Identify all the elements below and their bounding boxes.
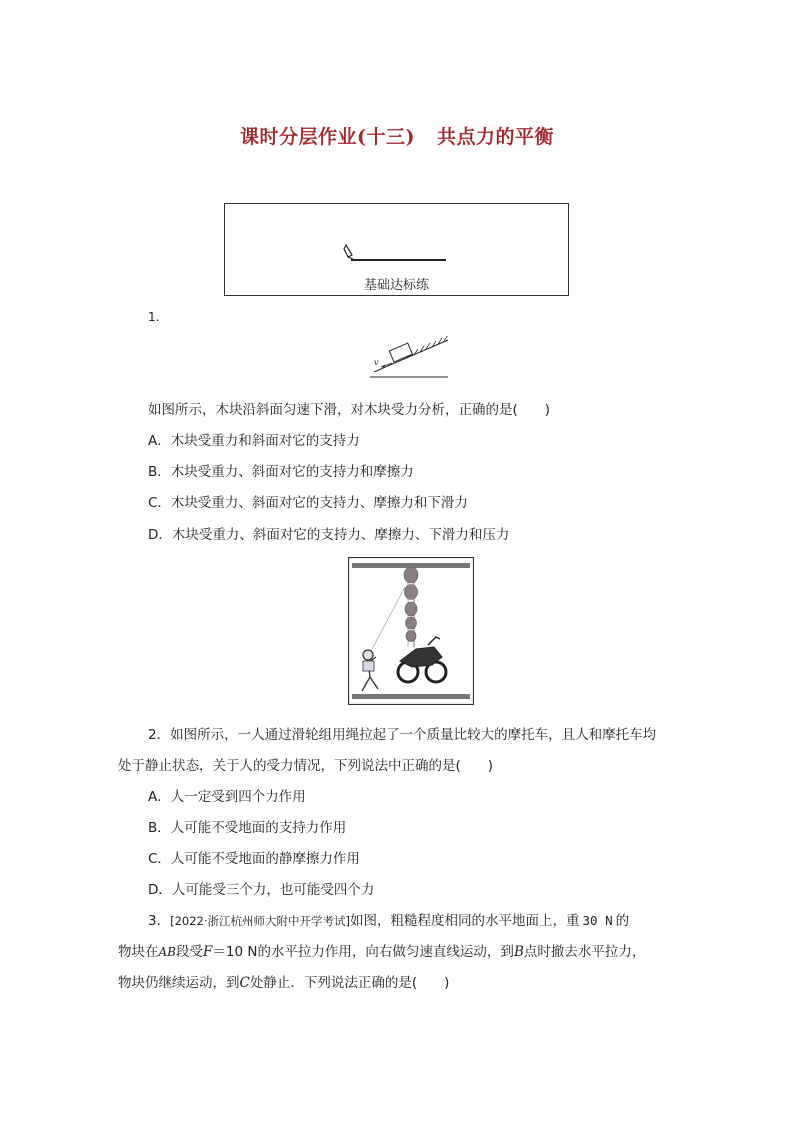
q1-incline-figure (368, 336, 452, 380)
q1-stem: 如图所示，木块沿斜面匀速下滑，对木块受力分析，正确的是( ) (148, 402, 551, 418)
q2-pulley-motorcycle-figure (348, 557, 474, 705)
q3-line2 (118, 940, 645, 960)
section-underline (351, 259, 446, 261)
q3-line3 (118, 971, 449, 991)
q3-source: [2022·浙江杭州师大附中开学考试] (170, 914, 350, 928)
page-title (0, 122, 794, 149)
q1-velocity-label: v (374, 358, 379, 367)
q3-number: 3． (148, 913, 171, 929)
q3-line2-b: 段受 (175, 944, 203, 960)
q3-point-c: C (239, 975, 250, 991)
title-topic: 共点力的平衡 (436, 126, 554, 148)
q2-option-c: C．人可能不受地面的静摩擦力作用 (148, 851, 360, 867)
q1-option-c: C．木块受重力、斜面对它的支持力、摩擦力和下滑力 (148, 495, 468, 511)
q2-stem-line1: 2．如图所示，一人通过滑轮组用绳拉起了一个质量比较大的摩托车，且人和摩托车均 (148, 727, 657, 743)
q2-option-a: A．人一定受到四个力作用 (148, 789, 306, 805)
q3-weight: 30 N (582, 913, 613, 928)
q3-line2-d: 点时撤去水平拉力， (523, 944, 646, 960)
q3-point-b: B (513, 944, 524, 960)
q3-line1-end: 的 (615, 913, 630, 929)
q3-line1 (148, 909, 629, 929)
q1-option-d: D．木块受重力、斜面对它的支持力、摩擦力、下滑力和压力 (148, 527, 510, 543)
q3-segment-ab: AB (158, 945, 176, 959)
q3-line2-a: 物块在 (118, 944, 159, 960)
q1-option-b: B．木块受重力、斜面对它的支持力和摩擦力 (148, 464, 414, 480)
q2-option-b: B．人可能不受地面的支持力作用 (148, 820, 347, 836)
q1-number: 1. (148, 310, 160, 324)
section-header-box (224, 203, 569, 296)
q3-force-symbol: F (202, 944, 213, 960)
section-label: 基础达标练 (363, 278, 429, 293)
q3-line1-text: 如图，粗糙程度相同的水平地面上，重 (350, 913, 580, 929)
title-main: 课时分层作业(十三) (240, 126, 415, 148)
q2-stem-line2: 处于静止状态，关于人的受力情况，下列说法中正确的是( ) (118, 758, 494, 774)
pencil-icon (343, 244, 357, 260)
q3-line3-a: 物块仍继续运动，到 (118, 975, 240, 991)
q3-line3-b: 处静止．下列说法正确的是( ) (249, 975, 450, 991)
q1-option-a: A．木块受重力和斜面对它的支持力 (148, 433, 360, 449)
q3-force-value: ＝10 N (212, 944, 258, 960)
q2-option-d: D．人可能受三个力，也可能受四个力 (148, 882, 375, 898)
q3-line2-c: 的水平拉力作用，向右做匀速直线运动，到 (257, 944, 514, 960)
